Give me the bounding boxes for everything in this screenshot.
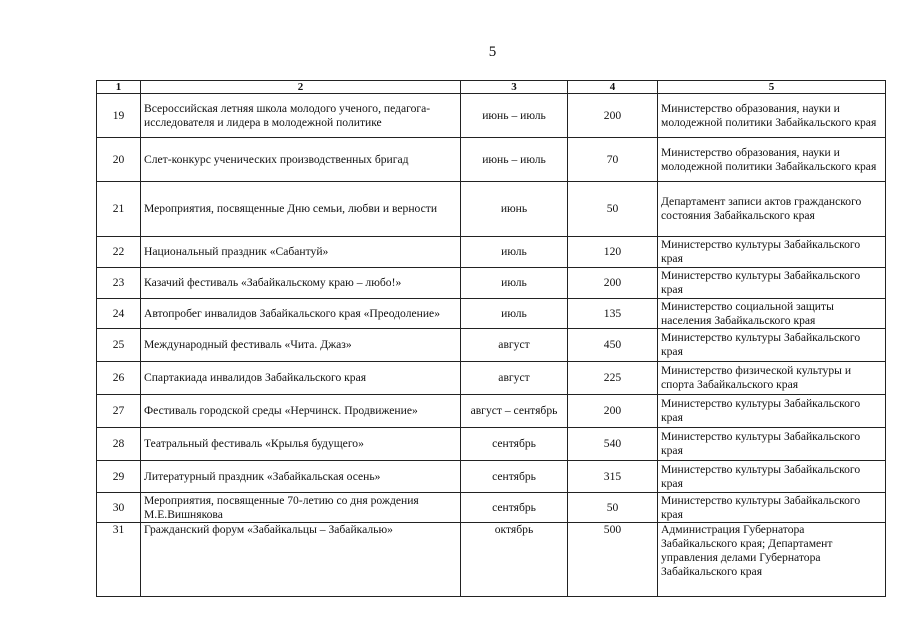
responsible-org: Министерство социальной защиты населения Забайкальского края xyxy=(658,299,886,329)
page-number: 5 xyxy=(488,44,497,60)
event-date: август xyxy=(461,362,568,395)
participant-count: 225 xyxy=(568,362,658,395)
row-number: 20 xyxy=(97,138,141,182)
event-date: август xyxy=(461,329,568,362)
responsible-org: Министерство физической культуры и спорта Забайкальского края xyxy=(658,362,886,395)
participant-count: 135 xyxy=(568,299,658,329)
participant-count: 200 xyxy=(568,268,658,299)
event-date: июль xyxy=(461,299,568,329)
event-date: июль xyxy=(461,237,568,268)
event-date: июнь – июль xyxy=(461,94,568,138)
row-number: 21 xyxy=(97,182,141,237)
event-date: сентябрь xyxy=(461,428,568,461)
event-date: сентябрь xyxy=(461,461,568,493)
responsible-org: Министерство культуры Забайкальского края xyxy=(658,268,886,299)
table-row xyxy=(97,94,886,138)
event-date: июль xyxy=(461,268,568,299)
header-col-5: 5 xyxy=(658,81,886,94)
row-number: 27 xyxy=(97,395,141,428)
row-number: 24 xyxy=(97,299,141,329)
row-number: 25 xyxy=(97,329,141,362)
table-row xyxy=(97,237,886,268)
participant-count: 315 xyxy=(568,461,658,493)
participant-count: 50 xyxy=(568,182,658,237)
event-name: Казачий фестиваль «Забайкальскому краю – любо!» xyxy=(141,268,461,299)
header-col-4: 4 xyxy=(568,81,658,94)
table-header-row xyxy=(97,81,886,94)
table-row xyxy=(97,461,886,493)
row-number: 30 xyxy=(97,493,141,523)
responsible-org: Департамент записи актов гражданского состояния Забайкальского края xyxy=(658,182,886,237)
responsible-org: Министерство культуры Забайкальского края xyxy=(658,461,886,493)
table-row xyxy=(97,138,886,182)
event-name: Гражданский форум «Забайкальцы – Забайкалью» xyxy=(141,523,461,597)
responsible-org: Министерство образования, науки и молодежной политики Забайкальского края xyxy=(658,138,886,182)
table-row xyxy=(97,493,886,523)
row-number: 28 xyxy=(97,428,141,461)
responsible-org: Министерство культуры Забайкальского края xyxy=(658,395,886,428)
participant-count: 50 xyxy=(568,493,658,523)
event-name: Мероприятия, посвященные 70-летию со дня рождения М.Е.Вишнякова xyxy=(141,493,461,523)
event-date: август – сентябрь xyxy=(461,395,568,428)
table-row xyxy=(97,268,886,299)
responsible-org: Министерство культуры Забайкальского края xyxy=(658,493,886,523)
row-number: 29 xyxy=(97,461,141,493)
event-date: сентябрь xyxy=(461,493,568,523)
responsible-org: Министерство культуры Забайкальского края xyxy=(658,237,886,268)
event-date: октябрь xyxy=(461,523,568,597)
row-number: 23 xyxy=(97,268,141,299)
responsible-org: Министерство образования, науки и молодежной политики Забайкальского края xyxy=(658,94,886,138)
row-number: 22 xyxy=(97,237,141,268)
responsible-org: Министерство культуры Забайкальского края xyxy=(658,428,886,461)
participant-count: 450 xyxy=(568,329,658,362)
participant-count: 500 xyxy=(568,523,658,597)
participant-count: 70 xyxy=(568,138,658,182)
events-table xyxy=(96,80,886,597)
event-name: Театральный фестиваль «Крылья будущего» xyxy=(141,428,461,461)
event-name: Международный фестиваль «Чита. Джаз» xyxy=(141,329,461,362)
event-name: Автопробег инвалидов Забайкальского края «Преодоление» xyxy=(141,299,461,329)
participant-count: 120 xyxy=(568,237,658,268)
responsible-org: Администрация Губернатора Забайкальского края; Департамент управления делами Губернатора Забайкальского края xyxy=(658,523,886,597)
header-col-3: 3 xyxy=(461,81,568,94)
event-date: июнь xyxy=(461,182,568,237)
table-row xyxy=(97,182,886,237)
table-row xyxy=(97,395,886,428)
event-name: Мероприятия, посвященные Дню семьи, любви и верности xyxy=(141,182,461,237)
event-name: Фестиваль городской среды «Нерчинск. Продвижение» xyxy=(141,395,461,428)
table-row xyxy=(97,523,886,597)
row-number: 19 xyxy=(97,94,141,138)
event-name: Слет-конкурс ученических производственных бригад xyxy=(141,138,461,182)
event-name: Всероссийская летняя школа молодого ученого, педагога-исследователя и лидера в молодежной политике xyxy=(141,94,461,138)
row-number: 26 xyxy=(97,362,141,395)
participant-count: 540 xyxy=(568,428,658,461)
row-number: 31 xyxy=(97,523,141,597)
event-name: Национальный праздник «Сабантуй» xyxy=(141,237,461,268)
table-row xyxy=(97,362,886,395)
event-date: июнь – июль xyxy=(461,138,568,182)
responsible-org: Министерство культуры Забайкальского края xyxy=(658,329,886,362)
event-name: Литературный праздник «Забайкальская осень» xyxy=(141,461,461,493)
table-row xyxy=(97,428,886,461)
participant-count: 200 xyxy=(568,94,658,138)
header-col-2: 2 xyxy=(141,81,461,94)
participant-count: 200 xyxy=(568,395,658,428)
table-row xyxy=(97,329,886,362)
event-name: Спартакиада инвалидов Забайкальского края xyxy=(141,362,461,395)
table-row xyxy=(97,299,886,329)
header-col-1: 1 xyxy=(97,81,141,94)
